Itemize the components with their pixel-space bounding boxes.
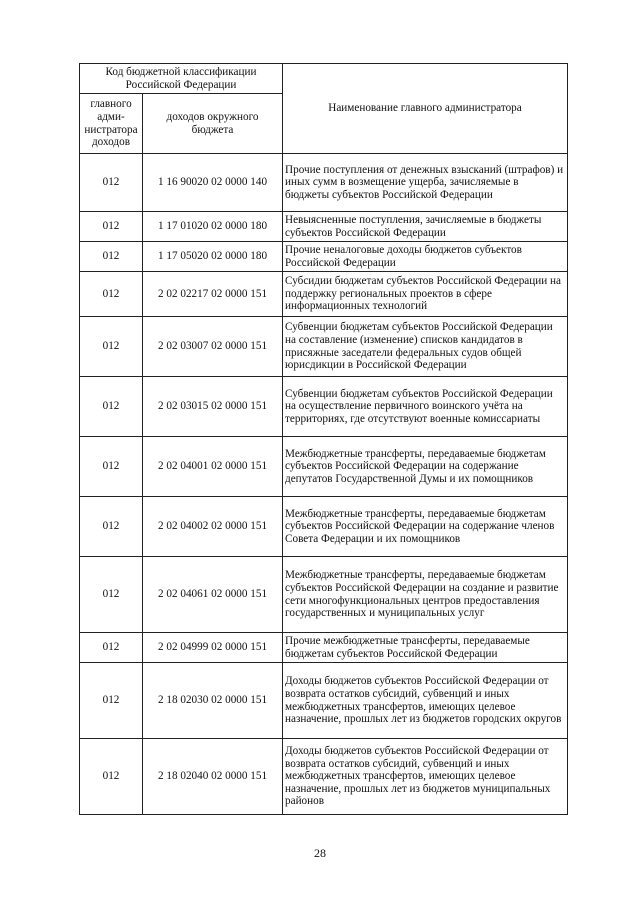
admin-name-cell: Прочие неналоговые доходы бюджетов субъектов Российской Федерации [283, 242, 568, 272]
admin-code-cell: 012 [80, 272, 143, 317]
income-code-cell: 2 18 02040 02 0000 151 [143, 739, 283, 815]
table-row [80, 317, 568, 377]
admin-code-cell: 012 [80, 497, 143, 557]
table-row [80, 663, 568, 739]
table-row [80, 633, 568, 663]
admin-name-cell: Субсидии бюджетам субъектов Российской Федерации на поддержку региональных проектов в сфере информационных технологий [283, 272, 568, 317]
income-code-cell: 2 02 03015 02 0000 151 [143, 377, 283, 437]
income-code-cell: 2 02 04002 02 0000 151 [143, 497, 283, 557]
table-row [80, 739, 568, 815]
table-row [80, 497, 568, 557]
admin-code-cell: 012 [80, 212, 143, 242]
admin-name-cell: Межбюджетные трансферты, передаваемые бюджетам субъектов Российской Федерации на содержание депутатов Государственной Думы и их помощников [283, 437, 568, 497]
income-code-cell: 1 17 01020 02 0000 180 [143, 212, 283, 242]
income-code-cell: 1 17 05020 02 0000 180 [143, 242, 283, 272]
table-row [80, 557, 568, 633]
admin-code-cell: 012 [80, 633, 143, 663]
income-code-cell: 2 02 04999 02 0000 151 [143, 633, 283, 663]
admin-code-cell: 012 [80, 437, 143, 497]
budget-classification-table [79, 63, 568, 815]
income-code-cell: 2 18 02030 02 0000 151 [143, 663, 283, 739]
header-classification-group: Код бюджетной классификации Российской Федерации [80, 64, 283, 94]
admin-name-cell: Доходы бюджетов субъектов Российской Федерации от возврата остатков субсидий, субвенций и иных межбюджетных трансфертов, имеющих целевое назначение, прошлых лет из бюджетов городских округов [283, 663, 568, 739]
admin-code-cell: 012 [80, 663, 143, 739]
income-code-cell: 2 02 03007 02 0000 151 [143, 317, 283, 377]
page-number: 28 [314, 846, 326, 860]
admin-code-cell: 012 [80, 317, 143, 377]
table-row [80, 377, 568, 437]
header-name-column: Наименование главного администратора [283, 64, 568, 154]
admin-code-cell: 012 [80, 242, 143, 272]
admin-name-cell: Субвенции бюджетам субъектов Российской Федерации на составление (изменение) списков кандидатов в присяжные заседатели федеральных судов общей юрисдикции в Российской Федерации [283, 317, 568, 377]
income-code-cell: 2 02 02217 02 0000 151 [143, 272, 283, 317]
header-admin-column: главного адми-нистратора доходов [80, 94, 143, 154]
admin-name-cell: Прочие поступления от денежных взысканий (штрафов) и иных сумм в возмещение ущерба, зачисляемые в бюджеты субъектов Российской Федерации [283, 154, 568, 212]
table-row [80, 437, 568, 497]
admin-name-cell: Межбюджетные трансферты, передаваемые бюджетам субъектов Российской Федерации на создание и развитие сети многофункциональных центров предоставления государственных и муниципальных услуг [283, 557, 568, 633]
table-row [80, 272, 568, 317]
admin-name-cell: Субвенции бюджетам субъектов Российской Федерации на осуществление первичного воинского учёта на территориях, где отсутствуют военные комиссариаты [283, 377, 568, 437]
admin-code-cell: 012 [80, 739, 143, 815]
admin-name-cell: Доходы бюджетов субъектов Российской Федерации от возврата остатков субсидий, субвенций и иных межбюджетных трансфертов, имеющих целевое назначение, прошлых лет из бюджетов муниципальных районов [283, 739, 568, 815]
table-row [80, 212, 568, 242]
income-code-cell: 2 02 04061 02 0000 151 [143, 557, 283, 633]
admin-name-cell: Прочие межбюджетные трансферты, передаваемые бюджетам субъектов Российской Федерации [283, 633, 568, 663]
admin-code-cell: 012 [80, 154, 143, 212]
table-row [80, 242, 568, 272]
income-code-cell: 2 02 04001 02 0000 151 [143, 437, 283, 497]
admin-code-cell: 012 [80, 557, 143, 633]
header-income-column: доходов окружного бюджета [143, 94, 283, 154]
income-code-cell: 1 16 90020 02 0000 140 [143, 154, 283, 212]
table-row [80, 154, 568, 212]
admin-name-cell: Межбюджетные трансферты, передаваемые бюджетам субъектов Российской Федерации на содержание членов Совета Федерации и их помощников [283, 497, 568, 557]
admin-name-cell: Невыясненные поступления, зачисляемые в бюджеты субъектов Российской Федерации [283, 212, 568, 242]
admin-code-cell: 012 [80, 377, 143, 437]
